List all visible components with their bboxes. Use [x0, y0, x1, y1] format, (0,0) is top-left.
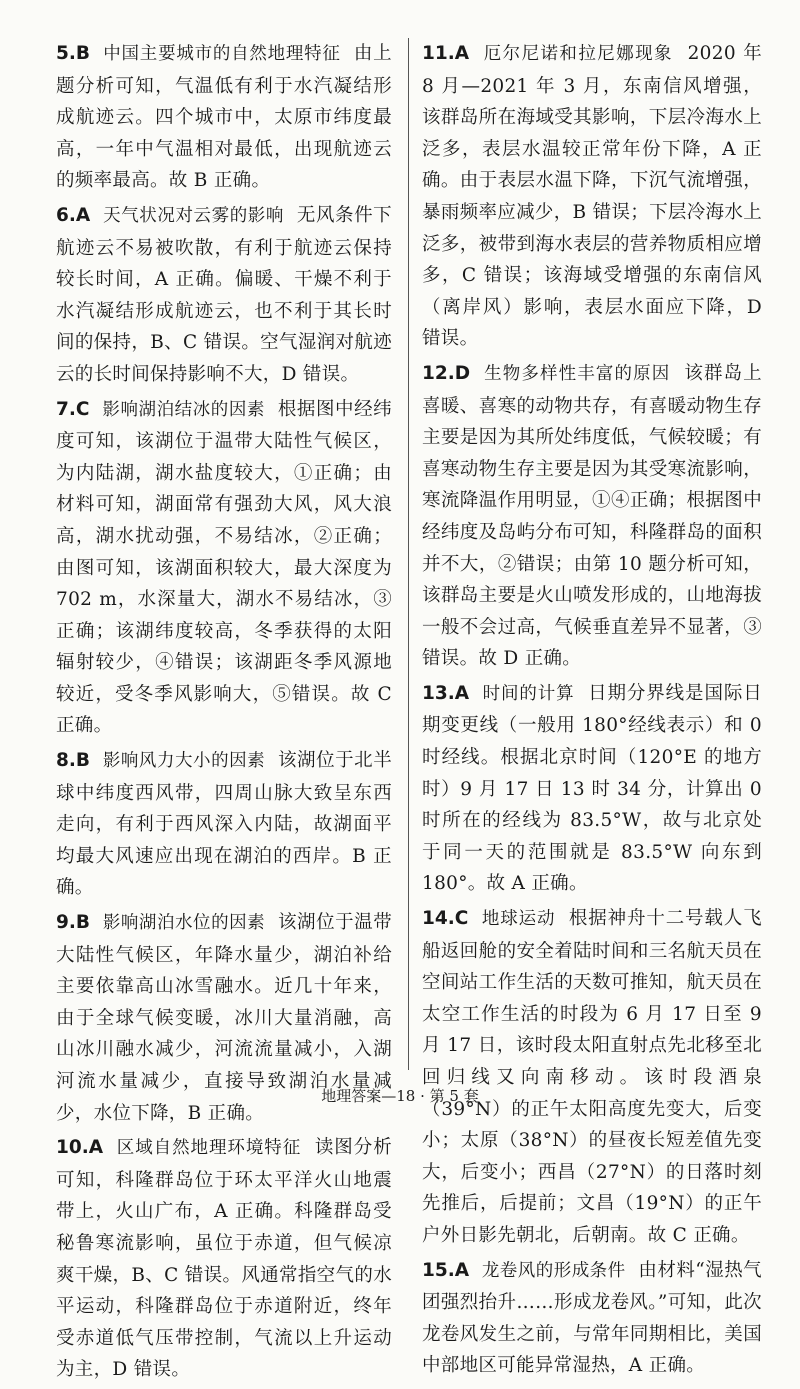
answer-item: 12.D 生物多样性丰富的原因 该群岛上喜暖、喜寒的动物共存，有喜暖动物生存主要是因为其所处纬度低，气候较暖；有喜寒动物生存主要是因为其受寒流影响，寒流降温作用明显，①④正确；根据图中经纬度及岛屿分布可知，科隆群岛的面积并不大，②错误；由第 10 题分析可知，该群岛主要是火山喷发形成的，山地海拔一般不会过高，气候垂直差异不显著，③错误。故 D 正确。 [422, 362, 762, 670]
answer-item: 11.A 厄尔尼诺和拉尼娜现象 2020 年 8 月—2021 年 3 月，东南信风增强，该群岛所在海域受其影响，下层冷海水上泛多，表层水温较正常年份下降，A 正确。由于表层水温下降，下沉气流增强，暴雨频率应减少，B 错误；下层冷海水上泛多，被带到海水表层的营养物质相应增多，C 错误；该海域受增强的东南信风（离岸风）影响，表层水面应下降，D 错误。 [422, 43, 762, 350]
left-column [56, 38, 392, 1389]
answer-item: 14.C 地球运动 根据神舟十二号载人飞船返回舱的安全着陆时间和三名航天员在空间站工作生活的天数可推知，航天员在太空工作生活的时段为 6 月 17 日至 9 月 17 日，该时段太阳直射点先北移至北回归线又向南移动。该时段酒泉（39°N）的正午太阳高度先变大，后变小；太原（38°N）的昼夜长短差值先变大，后变小；西昌（27°N）的日落时刻先推后，后提前；文昌（19°N）的正午户外日影先朝北，后朝南。故 C 正确。 [422, 908, 762, 1246]
answer-item: 10.A 区域自然地理环境特征 读图分析可知，科隆群岛位于环太平洋火山地震带上，火山广布，A 正确。科隆群岛受秘鲁寒流影响，虽位于赤道，但气候凉爽干燥，B、C 错误。风通常指空气的水平运动，科隆群岛位于赤道附近，终年受赤道低气压带控制，气流以上升运动为主，D 错误。 [56, 1137, 392, 1381]
answer-item: 13.A 时间的计算 日期分界线是国际日期变更线（一般用 180°经线表示）和 0 时经线。根据北京时间（120°E 的地方时）9 月 17 日 13 时 34 分，计算出 0 时所在的经线为 83.5°W，故与北京处于同一天的范围就是 83.5°W 向东到 180°。故 A 正确。 [422, 682, 763, 895]
answer-item: 5.B 中国主要城市的自然地理特征 由上题分析可知，气温低有利于水汽凝结形成航迹云。四个城市中，太原市纬度最高，一年中气温相对最低，出现航迹云的频率最高。故 B 正确。 [56, 43, 392, 192]
answer-item: 7.C 影响湖泊结冰的因素 根据图中经纬度可知，该湖位于温带大陆性气候区，为内陆湖，湖水盐度较大，①正确；由材料可知，湖面常有强劲大风，风大浪高，湖水扰动强，不易结冰，②正确；由图可知，该湖面积较大，最大深度为 702 m，水深量大，湖水不易结冰，③正确；该湖纬度较高，冬季获得的太阳辐射较少，④错误；该湖距冬季风源地较近，受冬季风影响大，⑤错误。故 C 正确。 [56, 398, 392, 737]
answer-item: 6.A 天气状况对云雾的影响 无风条件下航迹云不易被吹散，有利于航迹云保持较长时间，A 正确。偏暖、干燥不利于水汽凝结形成航迹云，也不利于其长时间的保持，B、C 错误。空气湿润对航迹云的长时间保持影响不大，D 错误。 [56, 204, 392, 385]
answer-item: 8.B 影响风力大小的因素 该湖位于北半球中纬度西风带，四周山脉大致呈东西走向，有利于西风深入内陆，故湖面平均最大风速应出现在湖泊的西岸。B 正确。 [56, 750, 392, 899]
right-column [422, 38, 762, 1385]
answer-item: 15.A 龙卷风的形成条件 由材料“湿热气团强烈抬升……形成龙卷风。”可知，此次龙卷风发生之前，与常年同期相比，美国中部地区可能异常湿热，A 正确。 [422, 1259, 762, 1377]
page-footer: 地理答案—18 · 第 5 套 [321, 1087, 479, 1105]
answer-item: 9.B 影响湖泊水位的因素 该湖位于温带大陆性气候区，年降水量少，湖泊补给主要依靠高山冰雪融水。近几十年来，由于全球气候变暖，冰川大量消融，高山冰川融水减少，河流流量减小，入湖河流水量减少，直接导致湖泊水量减少，水位下降，B 正确。 [56, 912, 392, 1124]
column-divider [408, 38, 409, 1070]
